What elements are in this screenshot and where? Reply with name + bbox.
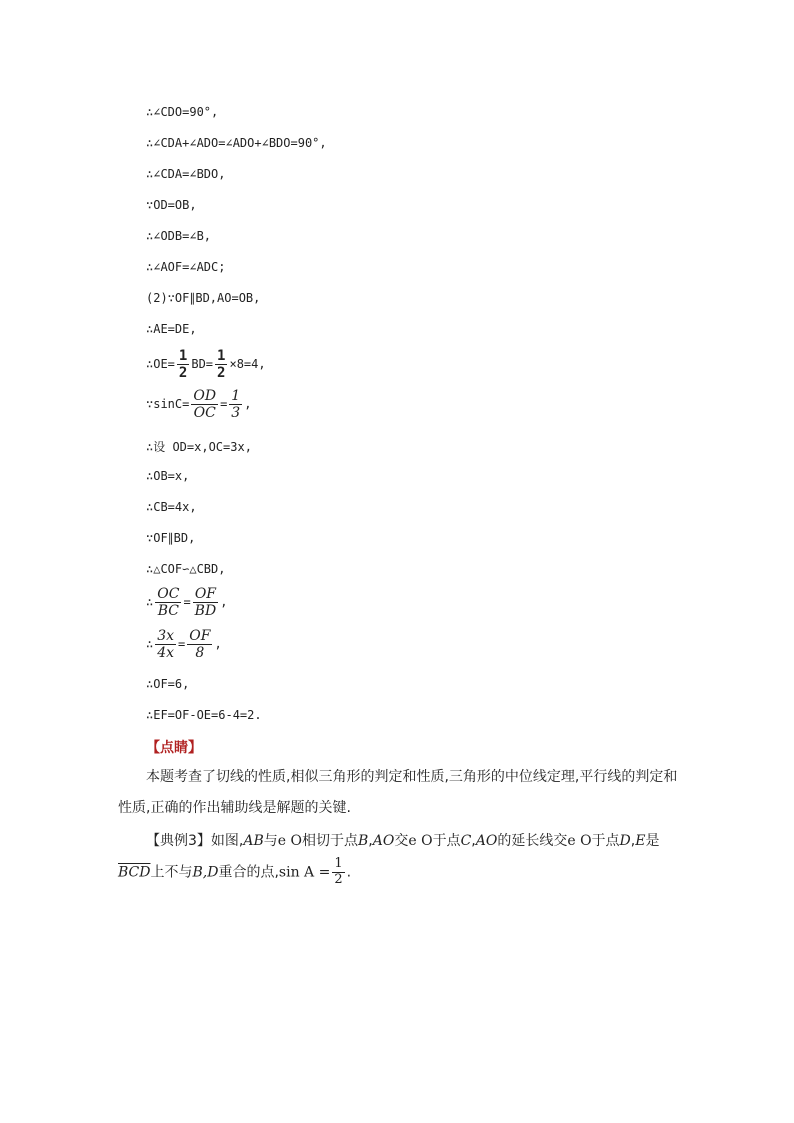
proof-line-3: ∴∠CDA=∠BDO,	[146, 167, 226, 181]
fraction: $\frac{OD}{OC}$	[193, 388, 217, 422]
comment-paragraph: 本题考查了切线的性质,相似三角形的判定和性质,三角形的中位线定理,平行线的判定和性质,正确的作出辅助线是解题的关键.	[118, 769, 678, 816]
proof-line-5: ∴∠ODB=∠B,	[146, 229, 212, 243]
fraction: $\frac{OC}{BC}$	[157, 586, 180, 620]
proof-line-15: ∴EF=OF-OE=6-4=2.	[146, 708, 262, 722]
proof-line-4: ∵OD=OB,	[146, 198, 197, 212]
proof-line-12: ∵OF∥BD,	[146, 531, 196, 545]
fraction: $\frac{1}{3}$	[231, 388, 241, 422]
fraction: $\frac{OF}{BD}$	[194, 586, 217, 620]
proof-line-1: ∴∠CDO=90°,	[146, 105, 219, 119]
fraction: $\frac{1}{2}$	[334, 856, 343, 887]
oe-equation: ∴OE= $\frac{1}{2}$ BD= $\frac{1}{2}$ ×8=4,	[146, 348, 266, 382]
proof-line-14: ∴OF=6,	[146, 677, 190, 691]
fraction: $\frac{1}{2}$	[178, 348, 188, 382]
proof-line-13: ∴△COF∽△CBD,	[146, 562, 226, 576]
proof-line-8: ∴AE=DE,	[146, 322, 197, 336]
proof-line-2: ∴∠CDA+∠ADO=∠ADO+∠BDO=90°,	[146, 136, 327, 150]
fraction: $\frac{OF}{8}$	[189, 628, 211, 662]
proof-line-10: ∴OB=x,	[146, 469, 190, 483]
ratio-equation-2: ∴ $\frac{3x}{4x}$ = $\frac{OF}{8}$ ,	[146, 628, 222, 662]
sin-equation: ∵sinC= $\frac{OD}{OC}$ = $\frac{1}{3}$ ,	[146, 388, 252, 422]
comment-heading: 【点睛】	[146, 740, 202, 756]
arc-bcd: $\overline{BCD}$	[118, 864, 151, 881]
proof-line-9: ∴设 OD=x,OC=3x,	[146, 440, 252, 454]
fraction: $\frac{3x}{4x}$	[157, 628, 175, 662]
fraction: $\frac{1}{2}$	[217, 348, 226, 382]
proof-line-6: ∴∠AOF=∠ADC;	[146, 260, 226, 274]
ratio-equation-1: ∴ $\frac{OC}{BC}$ = $\frac{OF}{BD}$ ,	[146, 586, 228, 620]
proof-line-11: ∴CB=4x,	[146, 500, 197, 514]
example-paragraph: 【典例3】如图,AB与e O相切于点B,AO交e O于点C,AO的延长线交e O于点D,E是$\overline{BCD}$上不与B,D重合的点,sin A = $\frac{1}{2}$ .	[118, 833, 660, 887]
proof-line-7: (2)∵OF∥BD,AO=OB,	[146, 291, 261, 305]
